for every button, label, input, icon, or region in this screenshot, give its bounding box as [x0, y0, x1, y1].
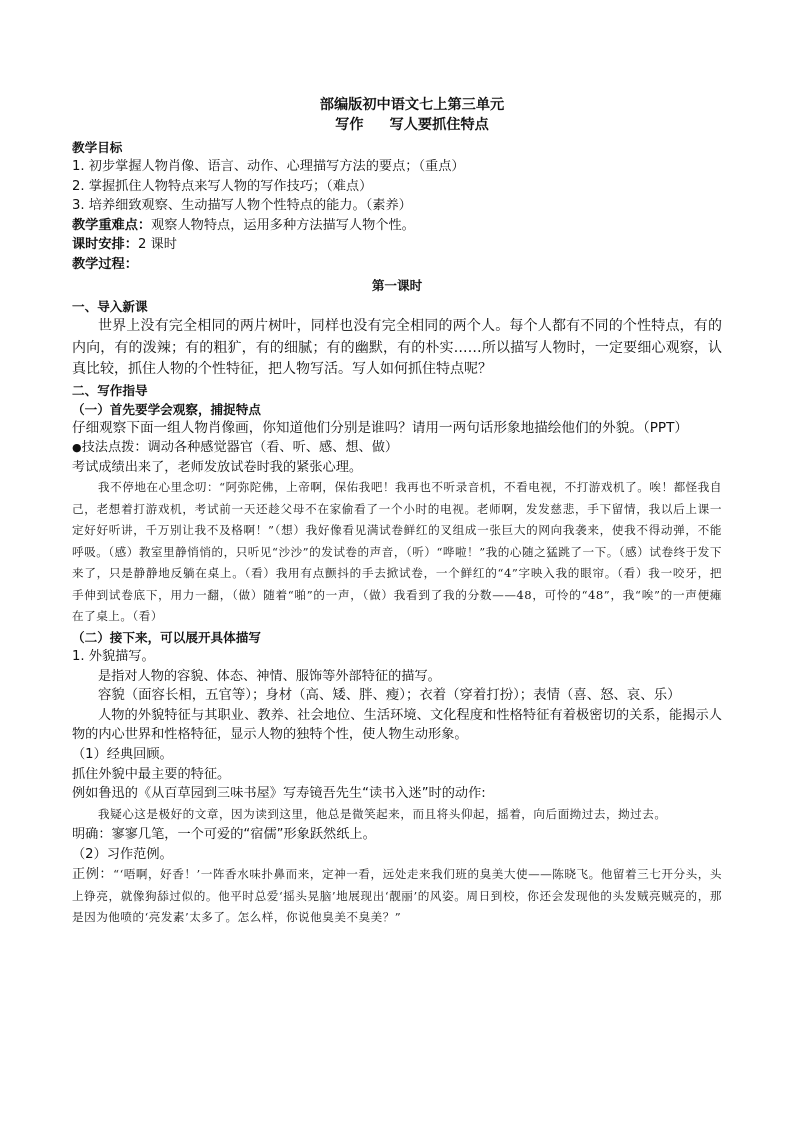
clarify-label: 明确： [72, 827, 112, 843]
technique-tip [72, 438, 722, 458]
observe-question: 仔细观察下面一组人物肖像画，你知道他们分别是谁吗？请用一两句话形象地描绘他们的外貌。（PPT） [72, 419, 689, 436]
appearance-items: 容貌（面容长相，五官等）；身材（高、矮、胖、瘦）；衣着（穿着打扮）；表情（喜、怒、哀、乐） [98, 688, 681, 704]
section1-heading: 一、导入新课 [72, 299, 148, 315]
positive-text: “‘唔啊，好香！’一阵香水味扑鼻而来，定神一看，远处走来我们班的臭美大使——陈晓飞。他留着三七开分头，头上铮亮，就像狗舔过似的。他平时总爱‘摇头晃脑’地展现出‘靓丽’的风姿。周日到校，你还会发现他的头发贼亮贼亮的，那是因为他喷的‘亮发素’太多了。怎么样，你说他臭美不臭美？” [72, 867, 722, 925]
example-quote: 我疑心这是极好的文章，因为读到这里，他总是微笑起来，而且将头仰起，摇着，向后面拗过去，拗过去。 [98, 806, 667, 821]
hours-label: 课时安排： [72, 237, 138, 253]
section1-paragraph: 世界上没有完全相同的两片树叶，同样也没有完全相同的两个人。每个人都有不同的个性特点，有的内向，有的泼辣；有的粗犷，有的细腻；有的幽默，有的朴实……所以描写人物时，一定要细心观察，认真比较，抓住人物的个性特征，把人物写活。写人如何抓住特点呢？ [72, 318, 722, 378]
tip-label: 技法点拨： [81, 440, 148, 456]
process-label: 教学过程： [72, 256, 138, 272]
positive-example [72, 864, 722, 929]
goal-item-3: 3. 培养细致观察、生动描写人物个性特点的能力。（素养） [72, 198, 412, 214]
bullet-icon: ● [72, 441, 82, 455]
appearance-definition: 是指对人物的容貌、体态、神情、服饰等外部特征的描写。 [98, 668, 441, 684]
lesson1-heading: 第一课时 [371, 277, 423, 293]
tip-text: 调动各种感觉器官（看、听、感、想、做） [147, 440, 399, 456]
classic-review: （1）经典回顾。 [72, 746, 173, 762]
subsection1-heading: （一）首先要学会观察，捕捉特点 [72, 401, 261, 417]
subtitle-left: 写作 [335, 117, 364, 133]
goals-heading: 教学目标 [72, 140, 123, 155]
hours-text: 2 课时 [137, 237, 177, 253]
hours-line [72, 235, 722, 255]
document-page [72, 96, 722, 929]
subsection2-heading: （二）接下来，可以展开具体描写 [72, 629, 261, 645]
keypoint-label: 教学重难点： [72, 217, 152, 233]
goal-item-1: 1. 初步掌握人物肖像、语言、动作、心理描写方法的要点；（重点） [72, 159, 465, 174]
positive-label: 正例： [72, 867, 114, 883]
exam-paragraph: 我不停地在心里念叨：“阿弥陀佛，上帝啊，保佑我吧！我再也不听录音机，不看电视，不打游戏机了。唉！都怪我自己，老想着打游戏机，考试前一天还趁父母不在家偷看了一个小时的电视。老师啊，发发慈悲，手下留情，我以后上课一定好好听讲，千万别让我不及格啊！”（想）我好像看见满试卷鲜红的叉组成一张巨大的网向我袭来，使我不得动弹，不能呼吸。（感）教室里静悄悄的，只听见“沙沙”的发试卷的声音，（听）“哗啦！”我的心随之猛跳了一下。（感）试卷终于发下来了，只是静静地反躺在桌上。（看）我用有点颤抖的手去掀试卷，一个鲜红的“4”字映入我的眼帘。（看）我一咬牙，把手伸到试卷底下，用力一翻，（做）随着“啪”的一声，（做）我看到了我的分数——48，可怜的“48”，我“唉”的一声便瘫在了桌上。（看） [72, 480, 722, 624]
section2-heading: 二、写作指导 [72, 382, 148, 398]
exam-intro: 考试成绩出来了，老师发放试卷时我的紧张心理。 [72, 459, 363, 475]
document-title: 部编版初中语文七上第三单元 [319, 97, 505, 113]
keypoint-line [72, 216, 722, 236]
clarify-line [72, 825, 722, 845]
appearance-relation: 人物的外貌特征与其职业、教养、社会地位、生活环境、文化程度和性格特征有着极密切的关系，能揭示人物的内心世界和性格特征，显示人物的独特个性，使人物生动形象。 [72, 707, 722, 743]
appearance-heading: 1. 外貌描写。 [72, 648, 155, 664]
sample-heading: （2）习作范例。 [72, 846, 173, 862]
goal-item-2: 2. 掌握抓住人物特点来写人物的写作技巧；（难点） [72, 178, 373, 194]
example-intro: 例如鲁迅的《从百草园到三味书屋》写寿镜吾先生“读书入迷”时的动作: [72, 786, 486, 802]
subtitle-right: 写人要抓住特点 [389, 117, 489, 133]
clarify-text: 寥寥几笔，一个可爱的“宿儒”形象跃然纸上。 [111, 827, 376, 843]
keypoint-text: 观察人物特点，运用多种方法描写人物个性。 [151, 217, 415, 233]
document-subtitle [102, 115, 722, 136]
grasp-feature: 抓住外貌中最主要的特征。 [72, 766, 231, 782]
